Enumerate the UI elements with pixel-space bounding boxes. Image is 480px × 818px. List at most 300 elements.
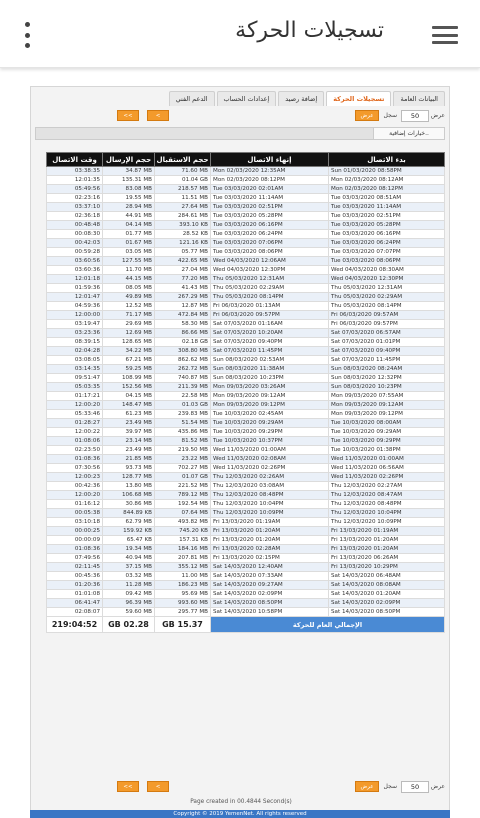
table-cell: Fri 13/03/2020 01:19AM xyxy=(211,518,329,527)
table-cell: 184.16 MB xyxy=(155,545,211,554)
table-cell: 221.52 MB xyxy=(155,482,211,491)
column-received-size: حجم الاستقبال xyxy=(155,153,211,167)
table-cell: Fri 06/03/2020 09:57PM xyxy=(329,320,445,329)
table-row xyxy=(47,347,445,356)
table-cell: 08.05 MB xyxy=(103,284,155,293)
first-page-button-bottom[interactable]: << xyxy=(117,781,139,792)
table-cell: Tue 10/03/2020 02:45AM xyxy=(211,410,329,419)
table-cell: 93.73 MB xyxy=(103,464,155,473)
table-row xyxy=(47,221,445,230)
table-cell: 152.56 MB xyxy=(103,383,155,392)
table-cell: 01:08:06 xyxy=(47,437,103,446)
table-cell: Sun 08/03/2020 10:23PM xyxy=(211,374,329,383)
table-cell: 148.47 MB xyxy=(103,401,155,410)
table-row xyxy=(47,518,445,527)
table-cell: Thu 05/03/2020 02:29AM xyxy=(211,284,329,293)
table-row xyxy=(47,284,445,293)
table-cell: 12.69 MB xyxy=(103,329,155,338)
table-row xyxy=(47,212,445,221)
table-cell: 01.07 GB xyxy=(155,473,211,482)
table-cell: Thu 12/03/2020 08:47AM xyxy=(329,491,445,500)
table-cell: 239.83 MB xyxy=(155,410,211,419)
table-cell: 12:00:23 xyxy=(47,473,103,482)
table-cell: 12:00:00 xyxy=(47,311,103,320)
table-cell: 159.92 KB xyxy=(103,527,155,536)
table-cell: 59.60 MB xyxy=(103,608,155,617)
page-title: تسجيلات الحركة xyxy=(235,18,384,43)
table-cell: 106.68 MB xyxy=(103,491,155,500)
table-cell: 07.64 MB xyxy=(155,509,211,518)
tab-account-settings[interactable]: إعدادات الحساب xyxy=(217,91,277,106)
table-cell: Tue 03/03/2020 11:14AM xyxy=(329,203,445,212)
show-button[interactable]: عرض xyxy=(355,110,379,121)
table-row xyxy=(47,401,445,410)
table-cell: 41.43 MB xyxy=(155,284,211,293)
table-cell: Mon 09/03/2020 09:12AM xyxy=(211,392,329,401)
table-cell: Tue 03/03/2020 06:16PM xyxy=(329,230,445,239)
table-cell: 01:08:36 xyxy=(47,455,103,464)
table-cell: 01.03 GB xyxy=(155,401,211,410)
table-cell: Sat 07/03/2020 01:01PM xyxy=(329,338,445,347)
table-cell: Sat 07/03/2020 10:20AM xyxy=(211,329,329,338)
copyright-text: Copyright © 2019 YemenNet. All rights reserved xyxy=(30,810,450,818)
column-connection-time: وقت الاتصال xyxy=(47,153,103,167)
table-cell: 03:60:36 xyxy=(47,266,103,275)
table-cell: 219.50 MB xyxy=(155,446,211,455)
table-cell: Thu 05/03/2020 12:31AM xyxy=(329,284,445,293)
table-cell: 86.66 MB xyxy=(155,329,211,338)
table-cell: Thu 05/03/2020 08:14PM xyxy=(211,293,329,302)
table-cell: 02:23:50 xyxy=(47,446,103,455)
table-row xyxy=(47,599,445,608)
table-cell: 04.15 MB xyxy=(103,392,155,401)
table-cell: Fri 13/03/2020 01:20AM xyxy=(211,536,329,545)
table-cell: Tue 03/03/2020 02:51PM xyxy=(211,203,329,212)
table-cell: Sat 14/03/2020 08:50PM xyxy=(329,608,445,617)
table-cell: 51.54 MB xyxy=(155,419,211,428)
table-cell: 01.04 GB xyxy=(155,176,211,185)
table-cell: Fri 06/03/2020 09:57AM xyxy=(329,311,445,320)
total-received: GB 15.37 xyxy=(155,617,211,633)
table-cell: Wed 11/03/2020 02:26PM xyxy=(211,464,329,473)
table-cell: 121.16 KB xyxy=(155,239,211,248)
table-cell: Tue 03/03/2020 07:06PM xyxy=(211,239,329,248)
table-cell: 07:49:56 xyxy=(47,554,103,563)
table-cell: 65.47 KB xyxy=(103,536,155,545)
table-cell: 745.20 KB xyxy=(155,527,211,536)
table-cell: Tue 03/03/2020 11:14AM xyxy=(211,194,329,203)
table-cell: Wed 11/03/2020 02:26PM xyxy=(329,473,445,482)
table-cell: 37.15 MB xyxy=(103,563,155,572)
table-row xyxy=(47,320,445,329)
table-cell: 30.86 MB xyxy=(103,500,155,509)
records-label: سجل xyxy=(383,112,397,119)
table-cell: 435.86 MB xyxy=(155,428,211,437)
table-cell: Sat 14/03/2020 02:09PM xyxy=(211,590,329,599)
table-cell: 40.94 MB xyxy=(103,554,155,563)
table-cell: 493.82 MB xyxy=(155,518,211,527)
table-cell: 23.49 MB xyxy=(103,419,155,428)
table-cell: 108.99 MB xyxy=(103,374,155,383)
table-cell: Sat 14/03/2020 07:33AM xyxy=(211,572,329,581)
table-cell: 02:04:28 xyxy=(47,347,103,356)
table-cell: 12:00:22 xyxy=(47,428,103,437)
table-cell: 83.08 MB xyxy=(103,185,155,194)
traffic-records-table xyxy=(46,152,445,633)
table-cell: 12.52 MB xyxy=(103,302,155,311)
table-cell: 789.12 MB xyxy=(155,491,211,500)
table-cell: 12.87 MB xyxy=(155,302,211,311)
table-cell: Sat 14/03/2020 08:08AM xyxy=(329,581,445,590)
table-cell: Tue 03/03/2020 05:28PM xyxy=(329,221,445,230)
table-cell: 00:05:38 xyxy=(47,509,103,518)
table-cell: 71.60 MB xyxy=(155,167,211,176)
table-header-row xyxy=(47,153,445,167)
table-row xyxy=(47,572,445,581)
menu-icon[interactable] xyxy=(432,26,458,44)
table-cell: 192.54 MB xyxy=(155,500,211,509)
table-cell: Fri 13/03/2020 02:28AM xyxy=(211,545,329,554)
table-cell: 01:28:27 xyxy=(47,419,103,428)
table-row xyxy=(47,257,445,266)
table-cell: 01.67 MB xyxy=(103,239,155,248)
table-row xyxy=(47,536,445,545)
table-cell: 01:08:36 xyxy=(47,545,103,554)
table-cell: 393.10 KB xyxy=(155,221,211,230)
table-cell: 12:00:20 xyxy=(47,401,103,410)
table-cell: Thu 12/03/2020 03:08AM xyxy=(211,482,329,491)
table-row xyxy=(47,275,445,284)
table-cell: 29.69 MB xyxy=(103,320,155,329)
options-bar xyxy=(35,127,375,140)
more-options-icon[interactable] xyxy=(22,22,32,48)
table-cell: 128.65 MB xyxy=(103,338,155,347)
table-cell: 207.81 MB xyxy=(155,554,211,563)
show-label-bottom: عرض xyxy=(430,783,445,790)
table-cell: Thu 05/03/2020 08:14PM xyxy=(329,302,445,311)
table-cell: 23.49 MB xyxy=(103,446,155,455)
table-cell: Tue 03/03/2020 02:01AM xyxy=(211,185,329,194)
table-cell: 27.64 MB xyxy=(155,203,211,212)
table-cell: Tue 03/03/2020 06:24PM xyxy=(329,239,445,248)
table-row xyxy=(47,446,445,455)
table-cell: 96.39 MB xyxy=(103,599,155,608)
table-cell: 00:48:48 xyxy=(47,221,103,230)
table-cell: 422.65 MB xyxy=(155,257,211,266)
table-cell: Mon 09/03/2020 07:55AM xyxy=(329,392,445,401)
column-end-time: إنهاء الاتصال xyxy=(211,153,329,167)
table-cell: 03:60:56 xyxy=(47,257,103,266)
table-cell: 21.85 MB xyxy=(103,455,155,464)
table-cell: Sat 07/03/2020 09:40PM xyxy=(211,338,329,347)
table-cell: 04:59:36 xyxy=(47,302,103,311)
table-cell: Tue 10/03/2020 09:29AM xyxy=(211,419,329,428)
table-cell: 11.51 MB xyxy=(155,194,211,203)
table-row xyxy=(47,392,445,401)
table-cell: Tue 10/03/2020 09:29PM xyxy=(329,437,445,446)
table-cell: Thu 12/03/2020 10:09PM xyxy=(329,518,445,527)
table-cell: 03:10:18 xyxy=(47,518,103,527)
records-label-bottom: سجل xyxy=(383,783,397,790)
show-button-bottom[interactable]: عرض xyxy=(355,781,379,792)
tab-traffic-records[interactable]: تسجيلات الحركة xyxy=(326,91,391,106)
first-page-button[interactable]: << xyxy=(117,110,139,121)
table-row xyxy=(47,455,445,464)
table-row xyxy=(47,176,445,185)
table-cell: Fri 13/03/2020 01:20AM xyxy=(329,545,445,554)
table-cell: 00:00:25 xyxy=(47,527,103,536)
table-cell: 01:20:36 xyxy=(47,581,103,590)
table-cell: 702.27 MB xyxy=(155,464,211,473)
table-cell: 34.87 MB xyxy=(103,167,155,176)
table-cell: 39.97 MB xyxy=(103,428,155,437)
table-row xyxy=(47,194,445,203)
table-cell: 01:17:21 xyxy=(47,392,103,401)
table-cell: Tue 10/03/2020 08:00AM xyxy=(329,419,445,428)
table-cell: 11.28 MB xyxy=(103,581,155,590)
table-cell: Sat 07/03/2020 06:57AM xyxy=(329,329,445,338)
table-cell: 23.14 MB xyxy=(103,437,155,446)
table-row xyxy=(47,554,445,563)
total-row xyxy=(47,617,445,633)
table-row xyxy=(47,293,445,302)
per-page-input-bottom[interactable]: 50 xyxy=(401,781,429,793)
table-cell: 08:39:15 xyxy=(47,338,103,347)
table-cell: 267.29 MB xyxy=(155,293,211,302)
table-cell: 00:42:03 xyxy=(47,239,103,248)
table-cell: 262.72 MB xyxy=(155,365,211,374)
table-cell: 157.31 KB xyxy=(155,536,211,545)
table-row xyxy=(47,482,445,491)
app-bar xyxy=(0,0,480,68)
table-cell: Fri 06/03/2020 09:57PM xyxy=(211,311,329,320)
table-row xyxy=(47,500,445,509)
page-created-text: Page created in 00.4844 Second(s) xyxy=(190,799,292,805)
table-row xyxy=(47,239,445,248)
table-cell: Thu 12/03/2020 10:04PM xyxy=(211,500,329,509)
table-row xyxy=(47,437,445,446)
table-cell: Fri 13/03/2020 01:20AM xyxy=(329,536,445,545)
table-cell: 09.42 MB xyxy=(103,590,155,599)
table-cell: 03:08:05 xyxy=(47,356,103,365)
table-cell: 03.32 MB xyxy=(103,572,155,581)
table-cell: Mon 09/03/2020 09:12AM xyxy=(329,401,445,410)
table-cell: 00:59:28 xyxy=(47,248,103,257)
tab-bar xyxy=(35,90,445,106)
table-cell: 19.55 MB xyxy=(103,194,155,203)
table-cell: Sat 07/03/2020 09:40PM xyxy=(329,347,445,356)
table-cell: 11.70 MB xyxy=(103,266,155,275)
table-cell: 02:08:07 xyxy=(47,608,103,617)
table-cell: Tue 10/03/2020 09:29PM xyxy=(211,428,329,437)
table-cell: 00:08:30 xyxy=(47,230,103,239)
table-cell: Thu 12/03/2020 10:04PM xyxy=(329,509,445,518)
bottom-paging-controls xyxy=(35,779,445,795)
table-cell: 81.52 MB xyxy=(155,437,211,446)
table-cell: 04.14 MB xyxy=(103,221,155,230)
table-cell: 218.57 MB xyxy=(155,185,211,194)
table-cell: Sat 14/03/2020 08:50PM xyxy=(211,599,329,608)
table-cell: 128.77 MB xyxy=(103,473,155,482)
table-cell: Wed 04/03/2020 12:30PM xyxy=(329,275,445,284)
table-cell: 05:49:56 xyxy=(47,185,103,194)
table-row xyxy=(47,563,445,572)
table-cell: 01:16:12 xyxy=(47,500,103,509)
table-cell: 186.23 MB xyxy=(155,581,211,590)
table-cell: 12:01:18 xyxy=(47,275,103,284)
table-cell: 03:38:35 xyxy=(47,167,103,176)
table-cell: 02:23:16 xyxy=(47,194,103,203)
table-cell: 01.77 MB xyxy=(103,230,155,239)
table-row xyxy=(47,419,445,428)
table-cell: 295.77 MB xyxy=(155,608,211,617)
table-cell: Wed 11/03/2020 01:00AM xyxy=(329,455,445,464)
total-sent: GB 02.28 xyxy=(103,617,155,633)
table-cell: Sat 14/03/2020 10:58PM xyxy=(211,608,329,617)
table-row xyxy=(47,203,445,212)
tab-support[interactable]: الدعم الفني xyxy=(169,91,215,106)
per-page-input[interactable]: 50 xyxy=(401,110,429,122)
table-cell: 844.89 KB xyxy=(103,509,155,518)
table-row xyxy=(47,248,445,257)
table-cell: 58.30 MB xyxy=(155,320,211,329)
prev-page-button-bottom[interactable]: < xyxy=(147,781,169,792)
table-cell: Thu 05/03/2020 02:29AM xyxy=(329,293,445,302)
table-cell: Fri 13/03/2020 02:15PM xyxy=(211,554,329,563)
table-cell: 03:14:35 xyxy=(47,365,103,374)
tab-general-data[interactable]: البيانات العامة xyxy=(393,91,445,106)
table-cell: Tue 03/03/2020 07:07PM xyxy=(329,248,445,257)
table-cell: 127.55 MB xyxy=(103,257,155,266)
table-cell: 23.22 MB xyxy=(155,455,211,464)
table-cell: 27.04 MB xyxy=(155,266,211,275)
table-cell: 05:03:35 xyxy=(47,383,103,392)
table-row xyxy=(47,329,445,338)
table-row xyxy=(47,266,445,275)
extra-options-button[interactable]: خيارات إضافية.. xyxy=(373,127,445,140)
table-cell: Mon 02/03/2020 08:12AM xyxy=(329,176,445,185)
table-row xyxy=(47,302,445,311)
table-cell: 28.94 MB xyxy=(103,203,155,212)
show-label: عرض xyxy=(430,112,445,119)
table-row xyxy=(47,509,445,518)
table-cell: 67.21 MB xyxy=(103,356,155,365)
table-cell: Wed 04/03/2020 08:30AM xyxy=(329,266,445,275)
table-cell: Mon 02/03/2020 08:12PM xyxy=(329,185,445,194)
table-cell: Sat 14/03/2020 12:40AM xyxy=(211,563,329,572)
table-cell: 19.34 MB xyxy=(103,545,155,554)
table-cell: 01:01:08 xyxy=(47,590,103,599)
table-cell: Fri 13/03/2020 01:20AM xyxy=(211,527,329,536)
table-cell: 03.05 MB xyxy=(103,248,155,257)
table-cell: 355.12 MB xyxy=(155,563,211,572)
table-cell: Sat 07/03/2020 11:45PM xyxy=(329,356,445,365)
table-row xyxy=(47,581,445,590)
table-cell: Wed 11/03/2020 02:08AM xyxy=(211,455,329,464)
table-cell: 03:23:36 xyxy=(47,329,103,338)
table-cell: 02:11:45 xyxy=(47,563,103,572)
table-cell: Sun 08/03/2020 02:53AM xyxy=(211,356,329,365)
table-row xyxy=(47,167,445,176)
table-cell: Mon 02/03/2020 08:12PM xyxy=(211,176,329,185)
table-row xyxy=(47,473,445,482)
table-cell: 44.91 MB xyxy=(103,212,155,221)
table-cell: Sat 07/03/2020 01:16AM xyxy=(211,320,329,329)
table-cell: Thu 12/03/2020 08:48PM xyxy=(329,500,445,509)
table-cell: 44.15 MB xyxy=(103,275,155,284)
table-cell: 71.17 MB xyxy=(103,311,155,320)
table-cell: Thu 12/03/2020 02:27AM xyxy=(329,482,445,491)
table-cell: Thu 05/03/2020 12:31AM xyxy=(211,275,329,284)
table-row xyxy=(47,410,445,419)
table-cell: Mon 09/03/2020 09:12PM xyxy=(211,401,329,410)
table-cell: Tue 03/03/2020 08:06PM xyxy=(211,248,329,257)
table-cell: 22.58 MB xyxy=(155,392,211,401)
table-cell: 06:41:47 xyxy=(47,599,103,608)
table-cell: 05:33:46 xyxy=(47,410,103,419)
table-cell: Sun 08/03/2020 08:24AM xyxy=(329,365,445,374)
table-cell: 12:00:20 xyxy=(47,491,103,500)
table-cell: 01:59:36 xyxy=(47,284,103,293)
table-cell: Sun 01/03/2020 08:58PM xyxy=(329,167,445,176)
table-row xyxy=(47,185,445,194)
table-cell: Wed 04/03/2020 12:30PM xyxy=(211,266,329,275)
table-row xyxy=(47,311,445,320)
table-cell: 740.87 MB xyxy=(155,374,211,383)
total-time: 219:04:52 xyxy=(47,617,103,633)
table-cell: Thu 12/03/2020 10:09PM xyxy=(211,509,329,518)
table-row xyxy=(47,428,445,437)
table-row xyxy=(47,383,445,392)
table-cell: Tue 03/03/2020 05:28PM xyxy=(211,212,329,221)
table-row xyxy=(47,374,445,383)
table-cell: 211.39 MB xyxy=(155,383,211,392)
table-cell: 03:37:10 xyxy=(47,203,103,212)
table-row xyxy=(47,608,445,617)
table-row xyxy=(47,527,445,536)
table-cell: 11.00 MB xyxy=(155,572,211,581)
table-cell: Tue 10/03/2020 01:38PM xyxy=(329,446,445,455)
table-cell: Thu 12/03/2020 08:48PM xyxy=(211,491,329,500)
prev-page-button[interactable]: < xyxy=(147,110,169,121)
table-cell: 993.60 MB xyxy=(155,599,211,608)
table-cell: Sun 08/03/2020 11:38AM xyxy=(211,365,329,374)
table-cell: Sat 14/03/2020 01:20AM xyxy=(329,590,445,599)
table-cell: Fri 13/03/2020 01:19AM xyxy=(329,527,445,536)
table-row xyxy=(47,230,445,239)
table-cell: Sun 08/03/2020 10:23PM xyxy=(329,383,445,392)
table-cell: 28.52 KB xyxy=(155,230,211,239)
table-cell: 49.89 MB xyxy=(103,293,155,302)
table-cell: 07:30:56 xyxy=(47,464,103,473)
table-cell: 284.61 MB xyxy=(155,212,211,221)
table-cell: 135.31 MB xyxy=(103,176,155,185)
table-cell: Wed 11/03/2020 01:00AM xyxy=(211,446,329,455)
table-cell: 59.25 MB xyxy=(103,365,155,374)
table-cell: Sun 08/03/2020 12:32PM xyxy=(329,374,445,383)
table-cell: Tue 10/03/2020 10:37PM xyxy=(211,437,329,446)
table-cell: Mon 09/03/2020 03:26AM xyxy=(211,383,329,392)
table-row xyxy=(47,545,445,554)
table-cell: Wed 11/03/2020 06:56AM xyxy=(329,464,445,473)
table-cell: Tue 03/03/2020 06:16PM xyxy=(211,221,329,230)
tab-add-balance[interactable]: إضافة رصيد xyxy=(278,91,324,106)
table-cell: 05.77 MB xyxy=(155,248,211,257)
table-cell: Sat 14/03/2020 06:48AM xyxy=(329,572,445,581)
table-cell: 61.23 MB xyxy=(103,410,155,419)
table-cell: Wed 04/03/2020 12:06AM xyxy=(211,257,329,266)
table-cell: Tue 03/03/2020 08:51AM xyxy=(329,194,445,203)
